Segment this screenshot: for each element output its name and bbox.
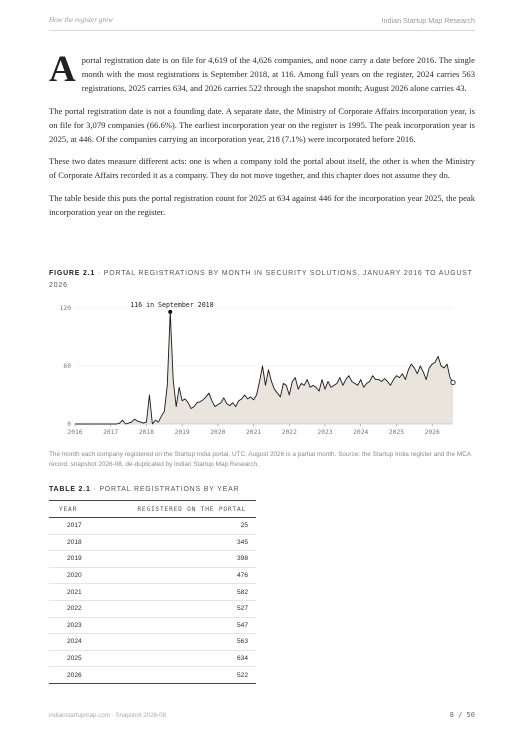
y-tick-label: 120 [59, 305, 71, 312]
table-cell-year: 2025 [49, 650, 96, 667]
column-header-year: YEAR [49, 501, 96, 518]
table-row [49, 634, 256, 651]
table-row [49, 551, 256, 568]
table-cell-year: 2021 [49, 584, 96, 601]
table-cell-count: 345 [96, 534, 256, 551]
x-tick-label: 2022 [281, 429, 297, 436]
table-cell-year: 2023 [49, 617, 96, 634]
publication-name: Indian Startup Map Research [381, 16, 475, 25]
table-title: TABLE 2.1 · PORTAL REGISTRATIONS BY YEAR [49, 486, 240, 493]
paragraph-1-text: portal registration date is on file for 4,619 of the 4,626 companies, and none carry a date before 2016. The single month with the most registrations is September 2018, at 116. Among full years on the register, 2024 carries 563 registrations, 2025 carries 634, and 2026 carries 522 through the snapshot month; August 2026 alone carries 43. [81, 55, 475, 94]
y-tick-label: 60 [63, 363, 71, 370]
x-tick-label: 2016 [67, 429, 83, 436]
area-fill [75, 312, 453, 424]
table-cell-year: 2019 [49, 551, 96, 568]
registrations-chart [49, 296, 475, 444]
x-tick-label: 2021 [245, 429, 262, 436]
footer-source: indianstartupmap.com · Snapshot 2026-08 [49, 712, 166, 719]
table-cell-count: 522 [96, 667, 256, 684]
table-cell-count: 527 [96, 600, 256, 617]
table-cell-year: 2022 [49, 600, 96, 617]
x-tick-label: 2023 [317, 429, 333, 436]
table-title-text: PORTAL REGISTRATIONS BY YEAR [99, 486, 240, 493]
registrations-table [49, 500, 256, 684]
page-number: 8 / 50 [449, 711, 475, 719]
table-row [49, 567, 256, 584]
table-row [49, 534, 256, 551]
x-tick-label: 2020 [210, 429, 226, 436]
figure-title-text: PORTAL REGISTRATIONS BY MONTH IN SECURITY SOLUTIONS, JANUARY 2016 TO AUGUST 2026 [49, 270, 473, 289]
x-tick-label: 2025 [388, 429, 405, 436]
x-tick-label: 2018 [138, 429, 155, 436]
table-cell-count: 634 [96, 650, 256, 667]
table-header-row [49, 501, 256, 518]
running-header [49, 16, 475, 30]
header-divider [49, 30, 475, 31]
peak-annotation: 116 in September 2018 [130, 300, 214, 309]
table-row [49, 518, 256, 535]
table-row [49, 600, 256, 617]
figure-title: FIGURE 2.1 · PORTAL REGISTRATIONS BY MONTH IN SECURITY SOLUTIONS, JANUARY 2016 TO AUGUST 2026 [49, 270, 473, 289]
paragraph-2: The portal registration date is not a founding date. A separate date, the Ministry of Corporate Affairs incorporation year, is on file for 3,079 companies (66.6%). The earliest incorporation year on the register is 1995. The peak incorporation year is 2025, at 446. Of the companies carrying an incorporation year, 218 (7.1%) were incorporated before 2016. [49, 105, 475, 145]
paragraph-4: The table beside this puts the portal registration count for 2025 at 634 against 446 for the incorporation year 2025, the peak incorporation year on the register. [49, 192, 475, 217]
column-header-count: REGISTERED ON THE PORTAL [96, 501, 256, 518]
table-cell-count: 547 [96, 617, 256, 634]
table-cell-year: 2026 [49, 667, 96, 684]
x-tick-label: 2017 [103, 429, 119, 436]
last-point [451, 380, 455, 384]
table-row [49, 667, 256, 684]
figure-label: FIGURE 2.1 [49, 270, 96, 277]
table-row [49, 617, 256, 634]
drop-cap: A [49, 49, 76, 90]
table-cell-year: 2017 [49, 518, 96, 535]
table-cell-year: 2024 [49, 634, 96, 651]
table-cell-year: 2018 [49, 534, 96, 551]
figure-caption: The month each company registered on the Startup India portal, UTC. August 2026 is a partial month. Source: the Startup India register and the MCA record, snapshot 2026-08, de-duplicated by Indian Startup Map Research. [49, 451, 471, 468]
table-cell-year: 2020 [49, 567, 96, 584]
x-tick-label: 2026 [424, 429, 440, 436]
chart-svg [49, 296, 475, 444]
paragraph-3: These two dates measure different acts: one is when a company told the portal about itself, the other is when the Ministry of Corporate Affairs recorded it as a company. They do not move together, and this chapter does not assume they do. [49, 156, 475, 181]
table-cell-count: 582 [96, 584, 256, 601]
table-row [49, 584, 256, 601]
table-row [49, 650, 256, 667]
x-tick-label: 2019 [174, 429, 190, 436]
peak-point [168, 310, 172, 314]
y-tick-label: 0 [67, 421, 71, 428]
x-tick-label: 2024 [353, 429, 369, 436]
table-cell-count: 25 [96, 518, 256, 535]
chapter-title: How the register grew [49, 16, 113, 24]
paragraph-1 [49, 49, 475, 96]
chapter-body [49, 49, 475, 227]
table-cell-count: 476 [96, 567, 256, 584]
table-cell-count: 563 [96, 634, 256, 651]
table-label: TABLE 2.1 [49, 486, 91, 493]
table-cell-count: 398 [96, 551, 256, 568]
